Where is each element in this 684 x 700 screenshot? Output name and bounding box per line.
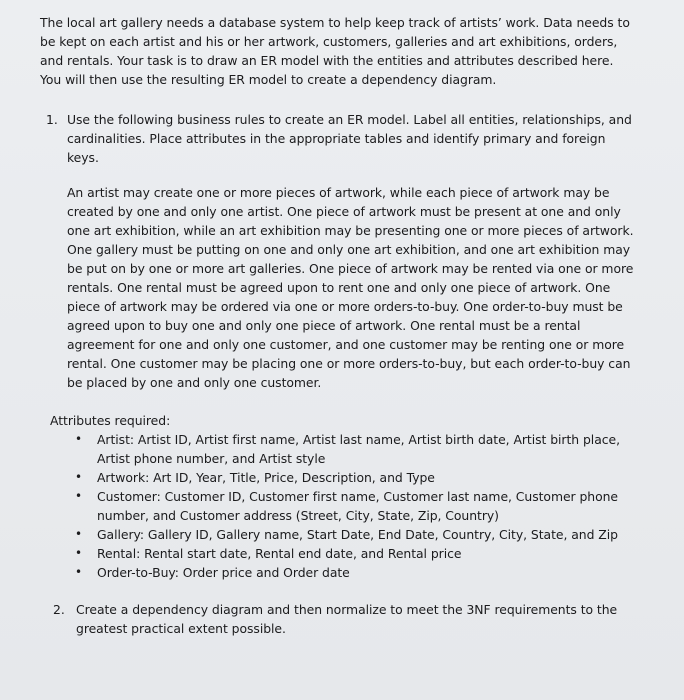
business-rules-line: One gallery must be putting on one and only one art exhibition, and one art exhibition may (67, 242, 631, 257)
attribute-item: Order-to-Buy: Order price and Order date (97, 565, 350, 580)
business-rules-line: An artist may create one or more pieces of artwork, while each piece of artwork may be (67, 185, 610, 200)
question-1-number: 1. (46, 112, 58, 127)
business-rules-line: be put on by one or more art galleries. One piece of artwork may be rented via one or more (67, 261, 634, 276)
attribute-item-continued: Artist phone number, and Artist style (97, 451, 326, 466)
bullet-icon: • (75, 565, 83, 579)
attributes-heading: Attributes required: (50, 413, 171, 428)
bullet-icon: • (75, 432, 83, 446)
intro-line: The local art gallery needs a database system to help keep track of artists’ work. Data needs to (40, 15, 630, 30)
business-rules-line: piece of artwork may be ordered via one or more orders-to-buy. One order-to-buy must be (67, 299, 623, 314)
business-rules-line: rentals. One rental must be agreed upon to rent one and only one piece of artwork. One (67, 280, 611, 295)
attribute-item: Rental: Rental start date, Rental end date, and Rental price (97, 546, 462, 561)
business-rules-line: created by one and only one artist. One piece of artwork must be present at one and only (67, 204, 621, 219)
question-1-line: keys. (67, 150, 99, 165)
question-2-line: greatest practical extent possible. (76, 621, 286, 636)
question-2-line: Create a dependency diagram and then normalize to meet the 3NF requirements to the (76, 602, 618, 617)
intro-line: and rentals. Your task is to draw an ER model with the entities and attributes described here. (40, 53, 614, 68)
business-rules-line: agreement for one and only one customer, and one customer may be renting one or more (67, 337, 625, 352)
business-rules-line: agreed upon to buy one and only one piece of artwork. One rental must be a rental (67, 318, 581, 333)
business-rules-line: one art exhibition, while an art exhibition may be presenting one or more pieces of artwork. (67, 223, 634, 238)
question-2-number: 2. (53, 602, 65, 617)
attribute-item: Gallery: Gallery ID, Gallery name, Start Date, End Date, Country, City, State, and Zip (97, 527, 618, 542)
business-rules-line: rental. One customer may be placing one or more orders-to-buy, but each order-to-buy can (67, 356, 631, 371)
question-1-line: Use the following business rules to create an ER model. Label all entities, relationships, and (67, 112, 632, 127)
bullet-icon: • (75, 527, 83, 541)
bullet-icon: • (75, 489, 83, 503)
intro-line: be kept on each artist and his or her artwork, customers, galleries and art exhibitions, orders, (40, 34, 618, 49)
attribute-item: Artwork: Art ID, Year, Title, Price, Description, and Type (97, 470, 435, 485)
attribute-item: Artist: Artist ID, Artist first name, Artist last name, Artist birth date, Artist birth place, (97, 432, 620, 447)
attribute-item: Customer: Customer ID, Customer first name, Customer last name, Customer phone (97, 489, 619, 504)
business-rules-line: be placed by one and only one customer. (67, 375, 322, 390)
attribute-item-continued: number, and Customer address (Street, City, State, Zip, Country) (97, 508, 499, 523)
intro-line: You will then use the resulting ER model to create a dependency diagram. (40, 72, 497, 87)
bullet-icon: • (75, 470, 83, 484)
bullet-icon: • (75, 546, 83, 560)
question-1-line: cardinalities. Place attributes in the appropriate tables and identify primary and foreign (67, 131, 606, 146)
